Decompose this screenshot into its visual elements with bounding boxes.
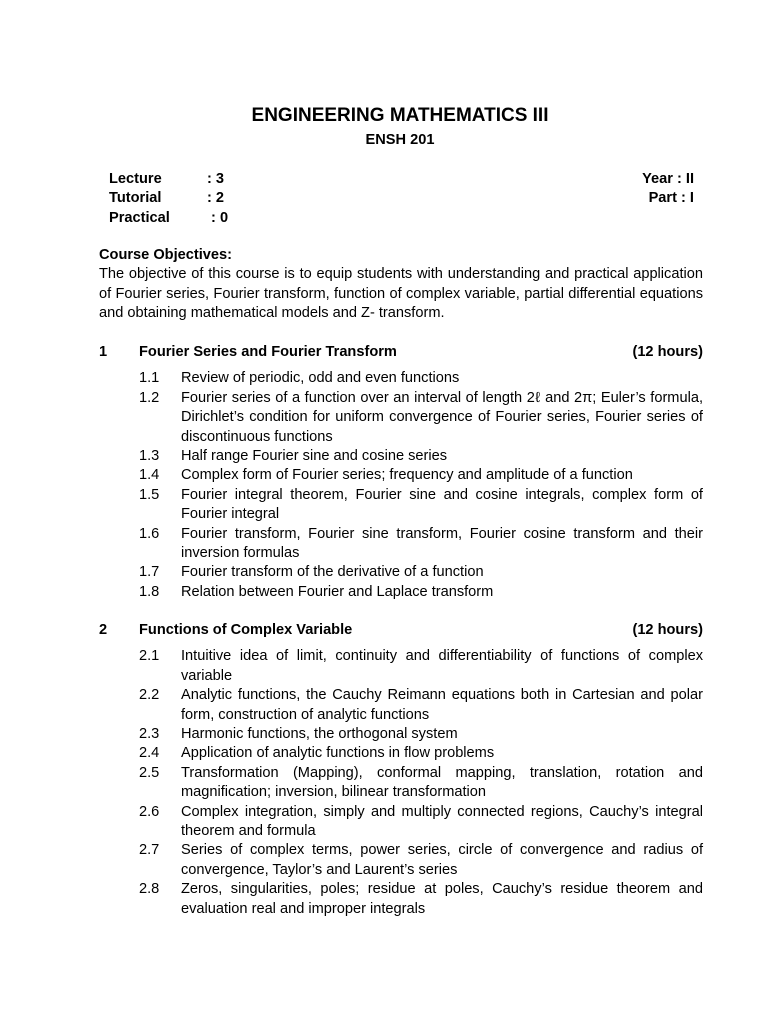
topic-number: 1.5: [139, 486, 160, 503]
course-code: ENSH 201: [365, 132, 435, 148]
course-objectives: [99, 246, 703, 324]
topic-item: [99, 803, 703, 842]
topic-text: Analytic functions, the Cauchy Reimann equations both in Cartesian and polar form, construction of analytic functions: [181, 687, 703, 723]
topic-item: [99, 486, 703, 525]
topic-number: 2.7: [139, 842, 160, 859]
topic-list: [99, 369, 703, 602]
topic-number: 2.6: [139, 803, 160, 820]
section-fourier: [99, 343, 703, 602]
section-number: 2: [99, 622, 108, 638]
course-meta: [109, 170, 694, 228]
section-heading: [99, 621, 703, 640]
objectives-heading: Course Objectives:: [99, 247, 233, 263]
meta-label: Lecture: [109, 171, 162, 187]
section-number: 1: [99, 344, 108, 360]
topic-text: Fourier integral theorem, Fourier sine and cosine integrals, complex form of Fourier integral: [181, 486, 703, 523]
meta-year: Year : II: [642, 171, 694, 187]
meta-row-practical: [109, 209, 694, 228]
section-hours: (12 hours): [632, 622, 703, 638]
section-title: Fourier Series and Fourier Transform: [139, 344, 397, 360]
topic-text: Application of analytic functions in flow problems: [181, 745, 495, 762]
section-title: Functions of Complex Variable: [139, 622, 353, 638]
topic-text: Half range Fourier sine and cosine series: [181, 448, 448, 465]
meta-part: Part : I: [648, 190, 694, 207]
section-hours: (12 hours): [632, 344, 703, 360]
topic-text: Complex form of Fourier series; frequency and amplitude of a function: [181, 467, 633, 484]
section-complex-variable: [99, 621, 703, 919]
topic-item: [99, 389, 703, 447]
topic-number: 1.3: [139, 448, 160, 465]
topic-item: [99, 525, 703, 564]
topic-number: 1.6: [139, 525, 160, 542]
topic-text: Intuitive idea of limit, continuity and differentiability of functions of complex variable: [181, 648, 703, 684]
meta-row-lecture: [109, 170, 694, 189]
section-heading: [99, 343, 703, 362]
topic-item: [99, 744, 703, 763]
topic-number: 1.2: [139, 389, 160, 406]
topic-number: 2.3: [139, 726, 160, 743]
topic-item: [99, 647, 703, 686]
topic-number: 1.1: [139, 370, 160, 387]
topic-number: 2.8: [139, 881, 160, 898]
meta-label: Tutorial: [109, 190, 162, 207]
topic-number: 2.4: [139, 745, 160, 762]
topic-text: Transformation (Mapping), conformal mapping, translation, rotation and magnification; inversion, bilinear transformation: [181, 764, 703, 801]
topic-item: [99, 466, 703, 485]
topic-text: Relation between Fourier and Laplace transform: [181, 583, 494, 600]
topic-text: Fourier transform, Fourier sine transform, Fourier cosine transform and their inversion formulas: [181, 525, 703, 562]
topic-item: [99, 725, 703, 744]
meta-value: : 0: [207, 209, 229, 226]
topic-text: Review of periodic, odd and even functions: [181, 370, 460, 387]
objectives-text: The objective of this course is to equip students with understanding and practical application of Fourier series, Fourier transform, function of complex variable, partial differential equations and obtaining mathematical models and Z- transform.: [99, 266, 703, 322]
topic-item: [99, 447, 703, 466]
topic-number: 1.8: [139, 583, 160, 600]
topic-number: 1.4: [139, 467, 160, 484]
course-title: ENGINEERING MATHEMATICS III: [251, 105, 549, 126]
topic-text: Fourier series of a function over an interval of length 2ℓ and 2π; Euler’s formula, Dirichlet’s condition for uniform convergence of Fourier series, Fourier series of discontinuous functions: [181, 389, 703, 445]
meta-value: : 3: [207, 171, 225, 187]
topic-item: [99, 369, 703, 388]
meta-value: : 2: [207, 190, 225, 207]
topic-item: [99, 583, 703, 602]
topic-item: [99, 880, 703, 919]
topic-text: Series of complex terms, power series, circle of convergence and radius of convergence, Taylor’s and Laurent’s series: [181, 842, 703, 878]
topic-number: 2.5: [139, 764, 160, 781]
topic-item: [99, 686, 703, 725]
topic-text: Fourier transform of the derivative of a function: [181, 564, 484, 581]
topic-number: 2.2: [139, 687, 160, 704]
topic-text: Zeros, singularities, poles; residue at poles, Cauchy’s residue theorem and evaluation real and improper integrals: [181, 881, 703, 917]
topic-number: 2.1: [139, 648, 160, 665]
topic-text: Complex integration, simply and multiply connected regions, Cauchy’s integral theorem and formula: [181, 803, 703, 840]
meta-row-tutorial: [109, 189, 694, 208]
topic-item: [99, 764, 703, 803]
meta-label: Practical: [109, 209, 170, 226]
topic-text: Harmonic functions, the orthogonal system: [181, 726, 458, 743]
topic-list: [99, 647, 703, 919]
topic-item: [99, 841, 703, 880]
topic-item: [99, 563, 703, 582]
topic-number: 1.7: [139, 564, 160, 581]
